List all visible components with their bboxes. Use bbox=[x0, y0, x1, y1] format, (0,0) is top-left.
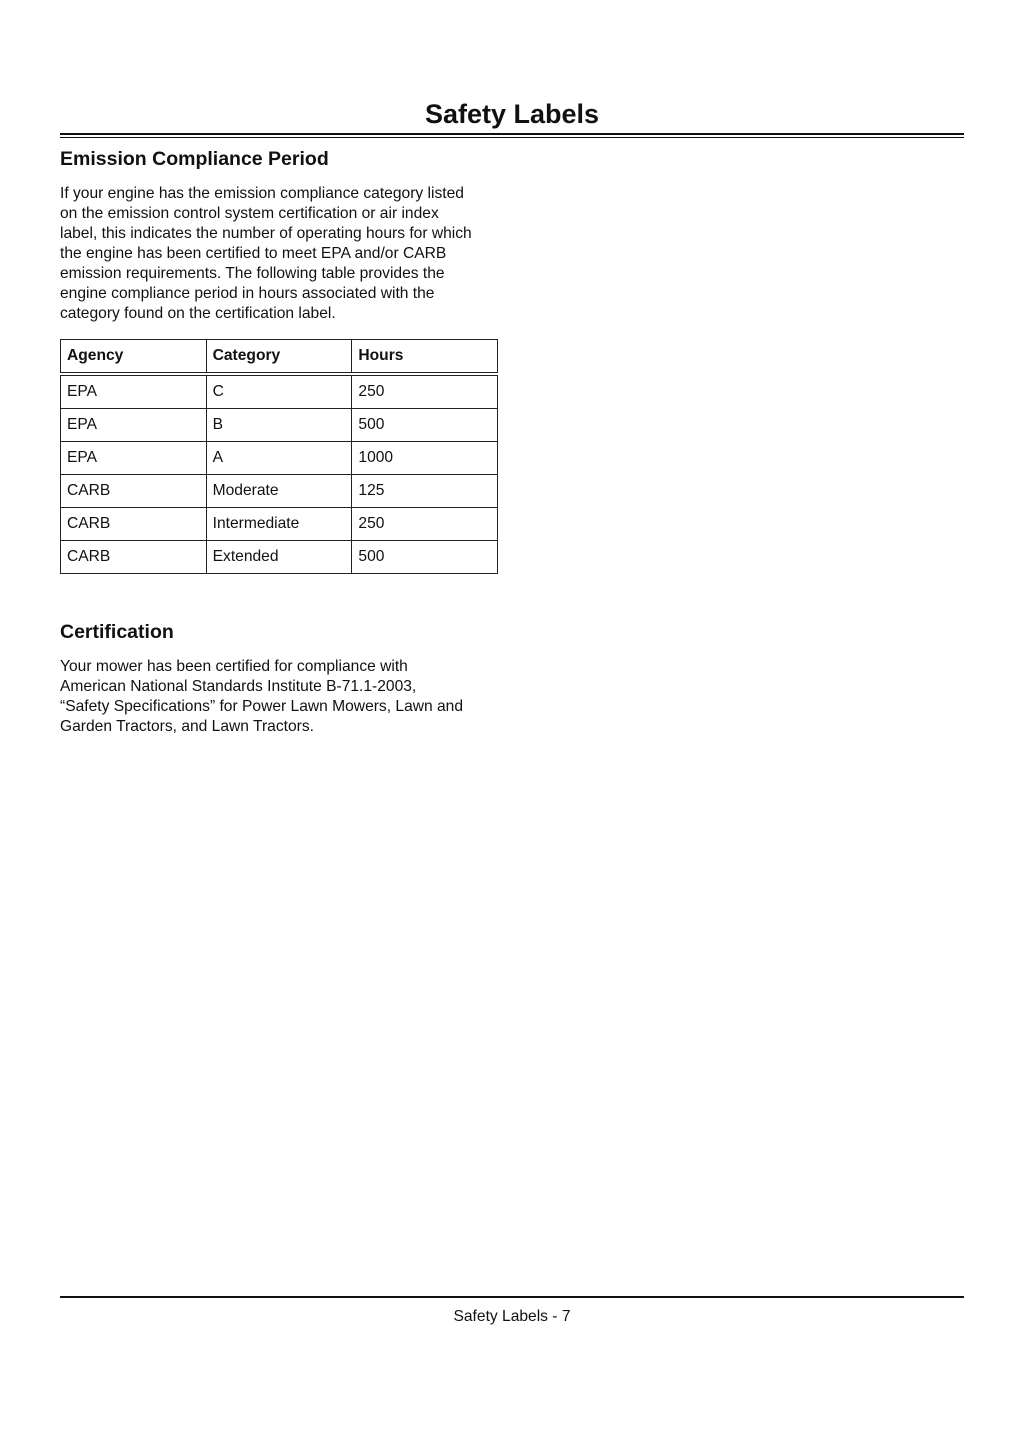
certification-paragraph bbox=[60, 657, 500, 737]
table-header-row bbox=[61, 340, 498, 375]
category-cell: Extended bbox=[206, 541, 352, 574]
hours-cell: 125 bbox=[352, 475, 498, 508]
paragraph-line: Garden Tractors, and Lawn Tractors. bbox=[60, 718, 314, 735]
table-row bbox=[61, 508, 498, 541]
agency-cell: CARB bbox=[61, 475, 207, 508]
agency-cell: EPA bbox=[61, 409, 207, 442]
agency-cell: CARB bbox=[61, 508, 207, 541]
column-header-hours: Hours bbox=[352, 340, 498, 375]
emission-compliance-paragraph bbox=[60, 184, 500, 324]
category-cell: A bbox=[206, 442, 352, 475]
footer-rule bbox=[60, 1296, 964, 1298]
paragraph-line: the engine has been certified to meet EPA and/or CARB bbox=[60, 245, 447, 262]
hours-cell: 1000 bbox=[352, 442, 498, 475]
certification-heading: Certification bbox=[60, 621, 174, 643]
table-row bbox=[61, 541, 498, 574]
page-footer: Safety Labels - 7 bbox=[453, 1308, 571, 1325]
hours-cell: 250 bbox=[352, 508, 498, 541]
table-row bbox=[61, 442, 498, 475]
page-title: Safety Labels bbox=[424, 99, 600, 129]
paragraph-line: If your engine has the emission compliance category listed bbox=[60, 185, 464, 202]
paragraph-line: category found on the certification label. bbox=[60, 305, 336, 322]
category-cell: Moderate bbox=[206, 475, 352, 508]
column-header-agency: Agency bbox=[61, 340, 207, 375]
paragraph-line: Your mower has been certified for compliance with bbox=[60, 658, 408, 675]
category-cell: C bbox=[206, 374, 352, 409]
paragraph-line: on the emission control system certification or air index bbox=[60, 205, 439, 222]
hours-cell: 500 bbox=[352, 409, 498, 442]
compliance-table bbox=[60, 339, 498, 574]
table-row bbox=[61, 475, 498, 508]
paragraph-line: label, this indicates the number of operating hours for which bbox=[60, 225, 472, 242]
category-cell: B bbox=[206, 409, 352, 442]
hours-cell: 500 bbox=[352, 541, 498, 574]
table-row bbox=[61, 374, 498, 409]
paragraph-line: American National Standards Institute B-71.1-2003, bbox=[60, 678, 417, 695]
agency-cell: EPA bbox=[61, 442, 207, 475]
agency-cell: CARB bbox=[61, 541, 207, 574]
title-double-rule bbox=[60, 133, 964, 138]
paragraph-line: emission requirements. The following table provides the bbox=[60, 265, 445, 282]
paragraph-line: engine compliance period in hours associated with the bbox=[60, 285, 435, 302]
paragraph-line: “Safety Specifications” for Power Lawn Mowers, Lawn and bbox=[60, 698, 464, 715]
agency-cell: EPA bbox=[61, 374, 207, 409]
category-cell: Intermediate bbox=[206, 508, 352, 541]
emission-compliance-heading: Emission Compliance Period bbox=[60, 148, 329, 170]
table-row bbox=[61, 409, 498, 442]
hours-cell: 250 bbox=[352, 374, 498, 409]
column-header-category: Category bbox=[206, 340, 352, 375]
